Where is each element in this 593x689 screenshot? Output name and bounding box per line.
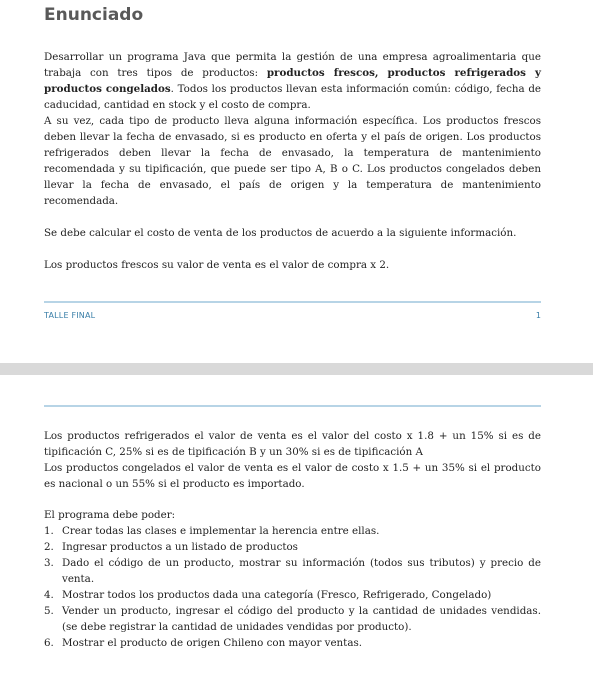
fresh-products-paragraph: Los productos frescos su valor de venta es el valor de compra x 2. xyxy=(44,259,390,271)
list-title: El programa debe poder: xyxy=(44,509,176,521)
footer-label: TALLE FINAL xyxy=(44,311,96,320)
list-item-number: 3. xyxy=(44,557,54,569)
list-item-text: Ingresar productos a un listado de productos xyxy=(62,541,298,553)
list-item-text: Mostrar todos los productos dada una categoría (Fresco, Refrigerado, Congelado) xyxy=(62,589,492,601)
list-item xyxy=(44,603,541,635)
intro-text-a: Desarrollar un programa Java que permita la gestión de una empresa agroalimentaria que trabaja con tres tipos de productos: xyxy=(44,51,541,79)
list-item-number: 5. xyxy=(44,605,54,617)
footer-divider xyxy=(44,301,541,303)
list-item-text: Dado el código de un producto, mostrar su información (todos sus tributos) y precio de venta. xyxy=(62,557,541,585)
page-separator xyxy=(0,363,593,375)
cost-paragraph: Se debe calcular el costo de venta de los productos de acuerdo a la siguiente información. xyxy=(44,227,517,239)
list-item xyxy=(44,587,541,603)
page-number: 1 xyxy=(535,311,541,320)
intro-text-b: . Todos los productos llevan esta información común: código, fecha de caducidad, cantidad en stock y el costo de compra. xyxy=(44,83,542,111)
intro-product-types: productos frescos, productos refrigerados y productos congelados xyxy=(44,67,541,95)
frozen-paragraph: Los productos congelados el valor de venta es el valor de costo x 1.5 + un 35% si el producto es nacional o un 55% si el producto es importado. xyxy=(44,462,541,490)
list-item-number: 6. xyxy=(44,637,54,649)
list-item xyxy=(44,523,541,539)
list-item xyxy=(44,555,541,587)
list-item-number: 1. xyxy=(44,525,54,537)
list-item-number: 2. xyxy=(44,541,54,553)
list-item-text: Mostrar el producto de origen Chileno con mayor ventas. xyxy=(62,637,363,649)
page-title: Enunciado xyxy=(44,5,144,25)
list-item xyxy=(44,539,541,555)
intro-paragraph xyxy=(44,49,541,113)
list-item-text: Crear todas las clases e implementar la herencia entre ellas. xyxy=(62,525,380,537)
header-divider xyxy=(44,405,541,407)
specific-info-paragraph: A su vez, cada tipo de producto lleva alguna información específica. Los productos frescos deben llevar la fecha de envasado, si es producto en oferta y el país de origen. Los productos refrigerados deben llevar la fecha de envasado, la temperatura de mantenimiento recomendada y su tipificación, que puede ser tipo A, B o C. Los productos congelados deben llevar la fecha de envasado, el país de origen y la temperatura de mantenimiento recomendada. xyxy=(44,115,541,207)
list-item-number: 4. xyxy=(44,589,54,601)
list-item-text: Vender un producto, ingresar el código del producto y la cantidad de unidades vendidas. (se debe registrar la cantidad de unidades vendidas por producto). xyxy=(62,605,541,633)
requirements-list xyxy=(44,523,541,651)
refrigerated-paragraph: Los productos refrigerados el valor de venta es el valor del costo x 1.8 + un 15% si es de tipificación C, 25% si es de tipificación B y un 30% si es de tipificación A xyxy=(44,430,541,458)
list-item xyxy=(44,635,541,651)
